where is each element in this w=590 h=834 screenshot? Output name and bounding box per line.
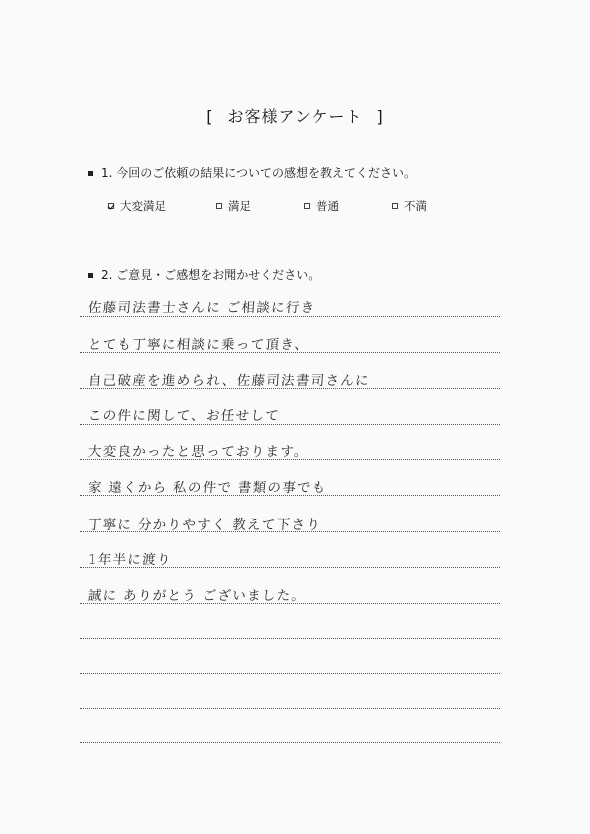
option-label: 不満: [404, 199, 427, 213]
ruled-line: [80, 742, 500, 743]
title-text: お客様アンケート: [227, 107, 363, 126]
ruled-line: [80, 531, 500, 532]
title-open-bracket: [: [206, 107, 214, 126]
option-dissatisfied[interactable]: [392, 198, 427, 214]
handwritten-line: この件に関して、お任せして: [87, 408, 281, 424]
checked-checkbox-icon[interactable]: [108, 203, 114, 209]
option-label: 満足: [228, 199, 251, 213]
handwritten-line: とても丁寧に相談に乗って頂き、: [87, 337, 310, 353]
handwritten-line: 誠に ありがとう ございました。: [87, 588, 307, 604]
bullet-icon: [88, 273, 93, 278]
option-label: 普通: [316, 199, 339, 213]
ruled-line: [80, 603, 500, 604]
option-satisfied[interactable]: [216, 198, 304, 214]
question-1-label: 1. 今回のご依頼の結果についての感想を教えてください。: [101, 166, 417, 180]
option-very-satisfied[interactable]: [108, 198, 216, 214]
checkbox-icon[interactable]: [392, 203, 398, 209]
question-2-label: 2. ご意見・ご感想をお聞かせください。: [101, 268, 321, 282]
option-neutral[interactable]: [304, 198, 392, 214]
ruled-line: [80, 424, 500, 425]
ruled-line: [80, 388, 500, 389]
handwritten-line: 佐藤司法書士さんに ご相談に行き: [87, 300, 317, 316]
handwritten-line: 大変良かったと思っております。: [87, 444, 310, 460]
handwritten-line: 家 遠くから 私の件で 書類の事でも: [87, 480, 328, 496]
question-1: [88, 164, 416, 181]
ruled-line: [80, 316, 500, 317]
ruled-line: [80, 495, 500, 496]
bullet-icon: [88, 171, 93, 176]
handwritten-line: 丁寧に 分かりやすく 教えて下さり: [87, 517, 322, 533]
ruled-line: [80, 567, 500, 568]
handwritten-line: 1年半に渡り: [87, 552, 173, 568]
survey-title: [0, 104, 590, 127]
ruled-line: [80, 673, 500, 674]
title-close-bracket: ]: [376, 107, 384, 126]
checkbox-icon[interactable]: [304, 203, 310, 209]
ruled-line: [80, 638, 500, 639]
satisfaction-options: [108, 198, 468, 214]
ruled-line: [80, 708, 500, 709]
ruled-line: [80, 352, 500, 353]
option-label: 大変満足: [120, 199, 166, 213]
ruled-line: [80, 459, 500, 460]
handwritten-line: 自己破産を進められ、佐藤司法書司さんに: [87, 373, 371, 389]
question-2: [88, 266, 320, 283]
checkbox-icon[interactable]: [216, 203, 222, 209]
